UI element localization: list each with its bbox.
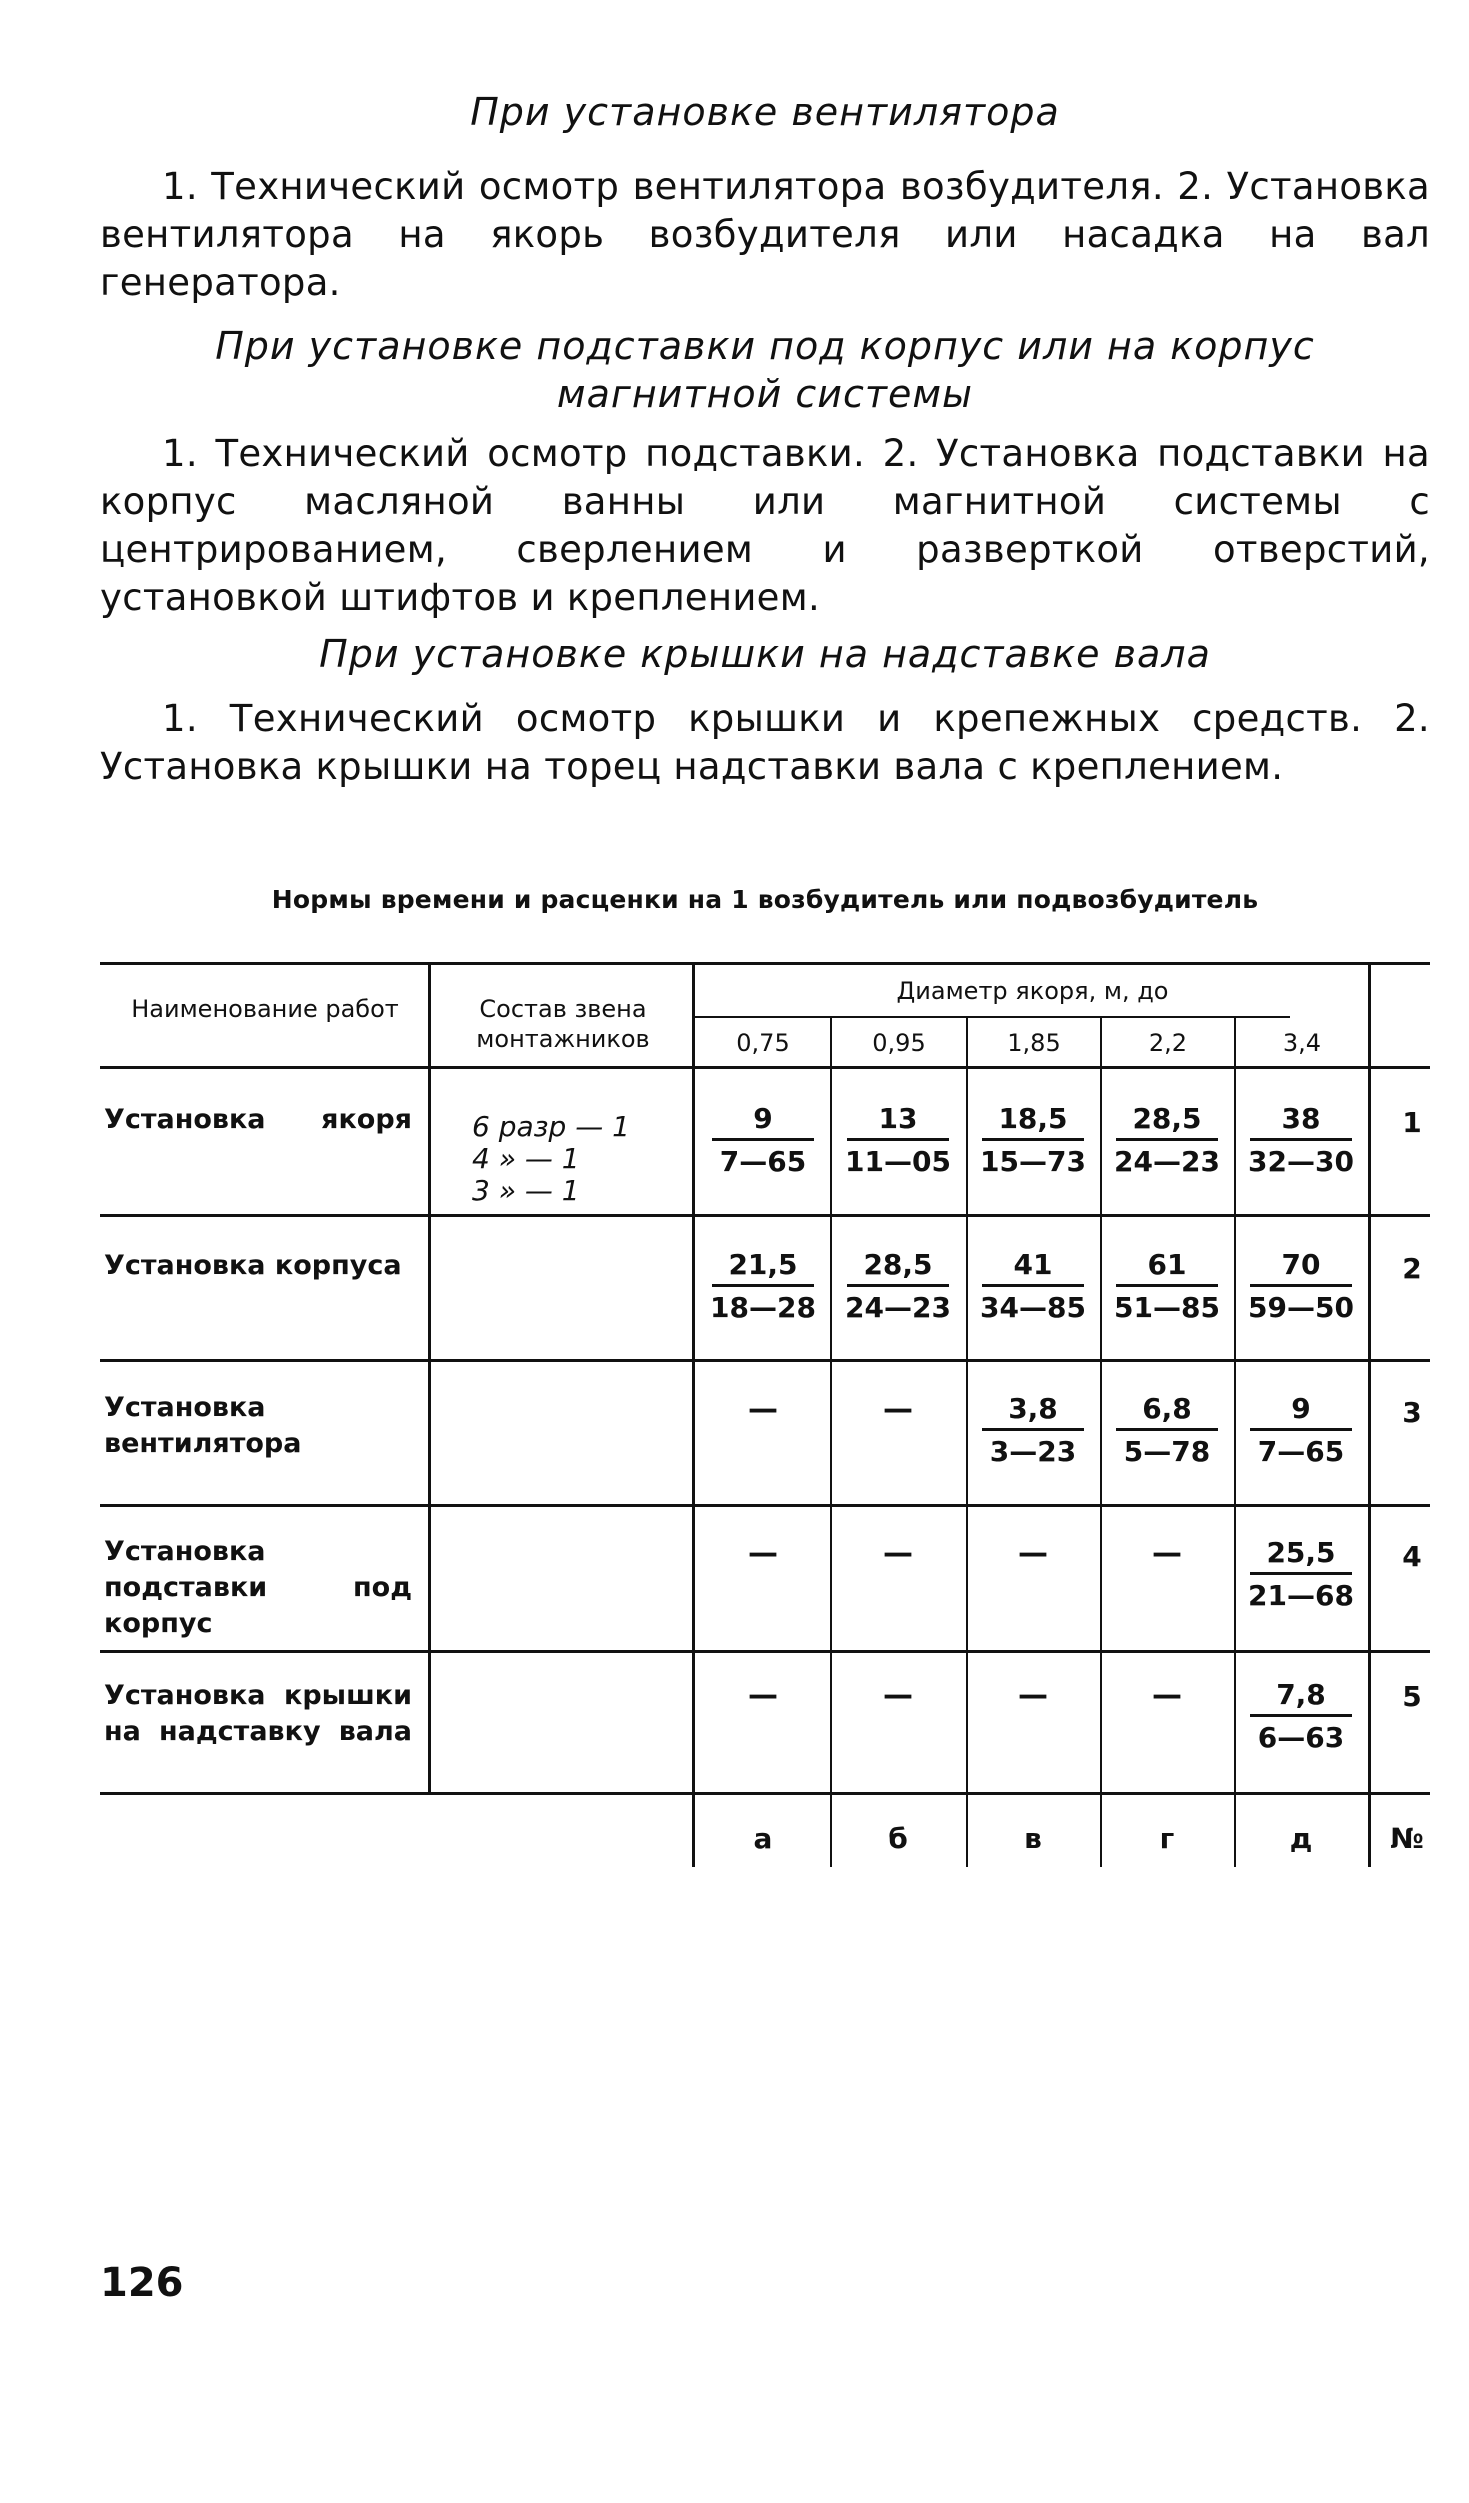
section-title-stand: При установке подставки под корпус или на корпус магнитной системы <box>215 324 1315 416</box>
row-3-col-g: 6,8 5—78 <box>1102 1392 1232 1469</box>
row-5-col-b: — <box>883 1678 913 1713</box>
row-3-col-b: — <box>883 1392 913 1427</box>
row-4-name: Установка подставки под корпус <box>104 1536 412 1639</box>
row-5-col-a: — <box>748 1678 778 1713</box>
crew-line-3: 3 » — 1 <box>472 1174 580 1207</box>
row-2-number: 2 <box>1402 1252 1422 1285</box>
header-col-d: 3,4 <box>1282 1029 1322 1057</box>
row-3-name: Установка вентилятора <box>104 1392 302 1459</box>
row-3-col-a: — <box>748 1392 778 1427</box>
row-5-col-g: — <box>1152 1678 1182 1713</box>
row-1-col-b: 13 11—05 <box>845 1102 951 1178</box>
row-1-col-v: 18,5 15—73 <box>980 1102 1086 1178</box>
row-2-col-d: 70 59—50 <box>1248 1248 1354 1324</box>
row-4-col-a: — <box>748 1536 778 1571</box>
footer-col-d: д <box>1289 1822 1313 1855</box>
section-title-fan: При установке вентилятора <box>470 90 1060 134</box>
row-1-name: Установка якоря <box>104 1104 412 1135</box>
section-text-stand: 1. Технический осмотр подставки. 2. Установка подставки на корпус масляной ванны или магнитной системы с центрированием, сверлением и разверткой отверстий, установкой штифтов и креплением. <box>100 432 1430 619</box>
header-diameter: Диаметр якоря, м, до <box>896 977 1169 1005</box>
row-1-col-g: 28,5 24—23 <box>1114 1102 1220 1178</box>
row-4-col-b: — <box>883 1536 913 1571</box>
row-2-col-a: 21,5 18—28 <box>710 1248 816 1324</box>
row-5-col-d: 7,8 6—63 <box>1236 1678 1366 1755</box>
table-caption: Нормы времени и расценки на 1 возбудитель или подвозбудитель <box>271 885 1259 914</box>
row-4-col-g: — <box>1152 1536 1182 1571</box>
header-crew: Состав звена монтажников <box>476 995 650 1053</box>
row-1-col-d: 38 32—30 <box>1248 1102 1354 1178</box>
section-text-cover: 1. Технический осмотр крышки и крепежных средств. 2. Установка крышки на торец надставки вала с креплением. <box>100 697 1430 788</box>
row-5-number: 5 <box>1402 1680 1422 1713</box>
footer-col-g: г <box>1159 1822 1175 1855</box>
row-2-name: Установка корпуса <box>104 1250 402 1281</box>
row-3-col-d: 9 7—65 <box>1236 1392 1366 1469</box>
norms-table <box>100 962 1430 1867</box>
row-4-number: 4 <box>1402 1540 1422 1573</box>
header-col-a: 0,75 <box>736 1029 790 1057</box>
row-2-col-b: 28,5 24—23 <box>845 1248 951 1324</box>
page-number: 126 <box>100 2260 184 2306</box>
row-2-col-v: 41 34—85 <box>980 1248 1086 1324</box>
row-1-number: 1 <box>1402 1106 1422 1139</box>
section-title-cover: При установке крышки на надставке вала <box>319 632 1211 676</box>
header-col-b: 0,95 <box>872 1029 926 1057</box>
row-1-col-a: 9 7—65 <box>698 1102 828 1179</box>
header-col-v: 1,85 <box>1007 1029 1061 1057</box>
row-4-col-v: — <box>1018 1536 1048 1571</box>
footer-col-a: а <box>753 1822 773 1855</box>
footer-col-b: б <box>888 1822 908 1855</box>
header-col-g: 2,2 <box>1148 1029 1188 1057</box>
row-4-col-d: 25,5 21—68 <box>1248 1536 1354 1612</box>
crew-line-1: 6 разр — 1 <box>472 1110 630 1143</box>
row-5-name: Установка крышки на надставку вала <box>104 1680 412 1747</box>
crew-line-2: 4 » — 1 <box>472 1142 580 1175</box>
row-3-col-v: 3,8 3—23 <box>968 1392 1098 1469</box>
section-text-fan: 1. Технический осмотр вентилятора возбудителя. 2. Установка вентилятора на якорь возбудителя или насадка на вал генератора. <box>100 165 1430 304</box>
footer-col-v: в <box>1024 1822 1042 1855</box>
row-2-col-g: 61 51—85 <box>1114 1248 1220 1324</box>
row-3-number: 3 <box>1402 1396 1422 1429</box>
footer-number-sign: № <box>1390 1822 1424 1855</box>
row-5-col-v: — <box>1018 1678 1048 1713</box>
header-work-name: Наименование работ <box>131 995 399 1023</box>
